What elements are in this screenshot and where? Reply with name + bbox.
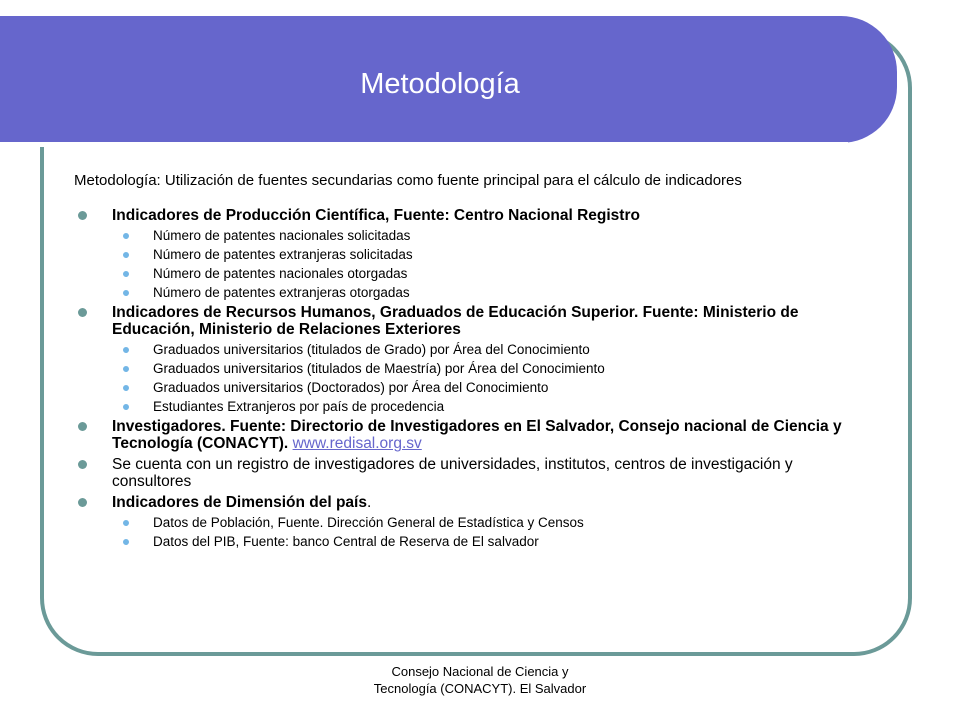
section-heading	[74, 207, 874, 224]
section-heading	[74, 304, 874, 338]
title-underline	[0, 142, 848, 147]
heading-suffix: .	[366, 494, 372, 511]
list-item-text: Datos del PIB, Fuente: banco Central de Reserva de El salvador	[153, 534, 539, 549]
list-item	[74, 534, 874, 549]
footer-line: Consejo Nacional de Ciencia y	[391, 664, 569, 679]
section-heading-text: Indicadores de Producción Científica, Fuente: Centro Nacional Registro	[112, 207, 640, 224]
list-item-text: Número de patentes extranjeras solicitadas	[153, 247, 413, 262]
section-heading	[74, 418, 874, 452]
sub-bullet-icon	[123, 271, 129, 277]
list-item-text: Graduados universitarios (Doctorados) por Área del Conocimiento	[153, 380, 549, 395]
section-heading	[74, 494, 874, 511]
slide-footer	[320, 663, 640, 697]
bullet-icon	[78, 498, 87, 507]
list-item	[74, 515, 874, 530]
section-heading-text: Investigadores. Fuente: Directorio de Investigadores en El Salvador, Consejo nacional de Ciencia y Tecnología (CONACYT).	[112, 418, 842, 452]
list-item-text: Datos de Población, Fuente. Dirección General de Estadística y Censos	[153, 515, 584, 530]
slide-title: Metodología	[360, 68, 520, 100]
sub-bullet-icon	[123, 252, 129, 258]
bullet-icon	[78, 211, 87, 220]
sub-bullet-icon	[123, 539, 129, 545]
sub-bullet-icon	[123, 404, 129, 410]
list-item-text: Número de patentes nacionales otorgadas	[153, 266, 408, 281]
section-heading-text: Indicadores de Dimensión del país	[112, 494, 367, 511]
list-item-text: Graduados universitarios (titulados de Grado) por Área del Conocimiento	[153, 342, 590, 357]
sub-bullet-icon	[123, 233, 129, 239]
slide-content	[74, 172, 874, 553]
list-item-text: Número de patentes extranjeras otorgadas	[153, 285, 410, 300]
list-item	[74, 342, 874, 357]
redisal-link[interactable]: www.redisal.org.sv	[292, 435, 422, 452]
bullet-icon	[78, 460, 87, 469]
list-item	[74, 361, 874, 376]
list-item	[74, 285, 874, 300]
list-item	[74, 399, 874, 414]
sub-bullet-icon	[123, 290, 129, 296]
section-heading-text: Se cuenta con un registro de investigadores de universidades, institutos, centros de investigación y consultores	[112, 456, 793, 490]
list-item	[74, 228, 874, 243]
section-heading-text: Indicadores de Recursos Humanos, Graduados de Educación Superior. Fuente: Ministerio de Educación, Ministerio de Relaciones Exteriores	[112, 304, 799, 338]
list-item-text: Número de patentes nacionales solicitadas	[153, 228, 411, 243]
list-item-text: Estudiantes Extranjeros por país de procedencia	[153, 399, 445, 414]
footer-line: Tecnología (CONACYT). El Salvador	[373, 681, 587, 696]
list-item	[74, 380, 874, 395]
bullet-icon	[78, 422, 87, 431]
sub-bullet-icon	[123, 385, 129, 391]
list-item	[74, 247, 874, 262]
list-item	[74, 266, 874, 281]
sub-bullet-icon	[123, 366, 129, 372]
sub-bullet-icon	[123, 347, 129, 353]
intro-text: Metodología: Utilización de fuentes secundarias como fuente principal para el cálculo de indicadores	[74, 172, 742, 189]
bullet-icon	[78, 308, 87, 317]
sub-bullet-icon	[123, 520, 129, 526]
section-heading	[74, 456, 874, 490]
title-bar	[0, 16, 897, 143]
list-item-text: Graduados universitarios (titulados de Maestría) por Área del Conocimiento	[153, 361, 605, 376]
